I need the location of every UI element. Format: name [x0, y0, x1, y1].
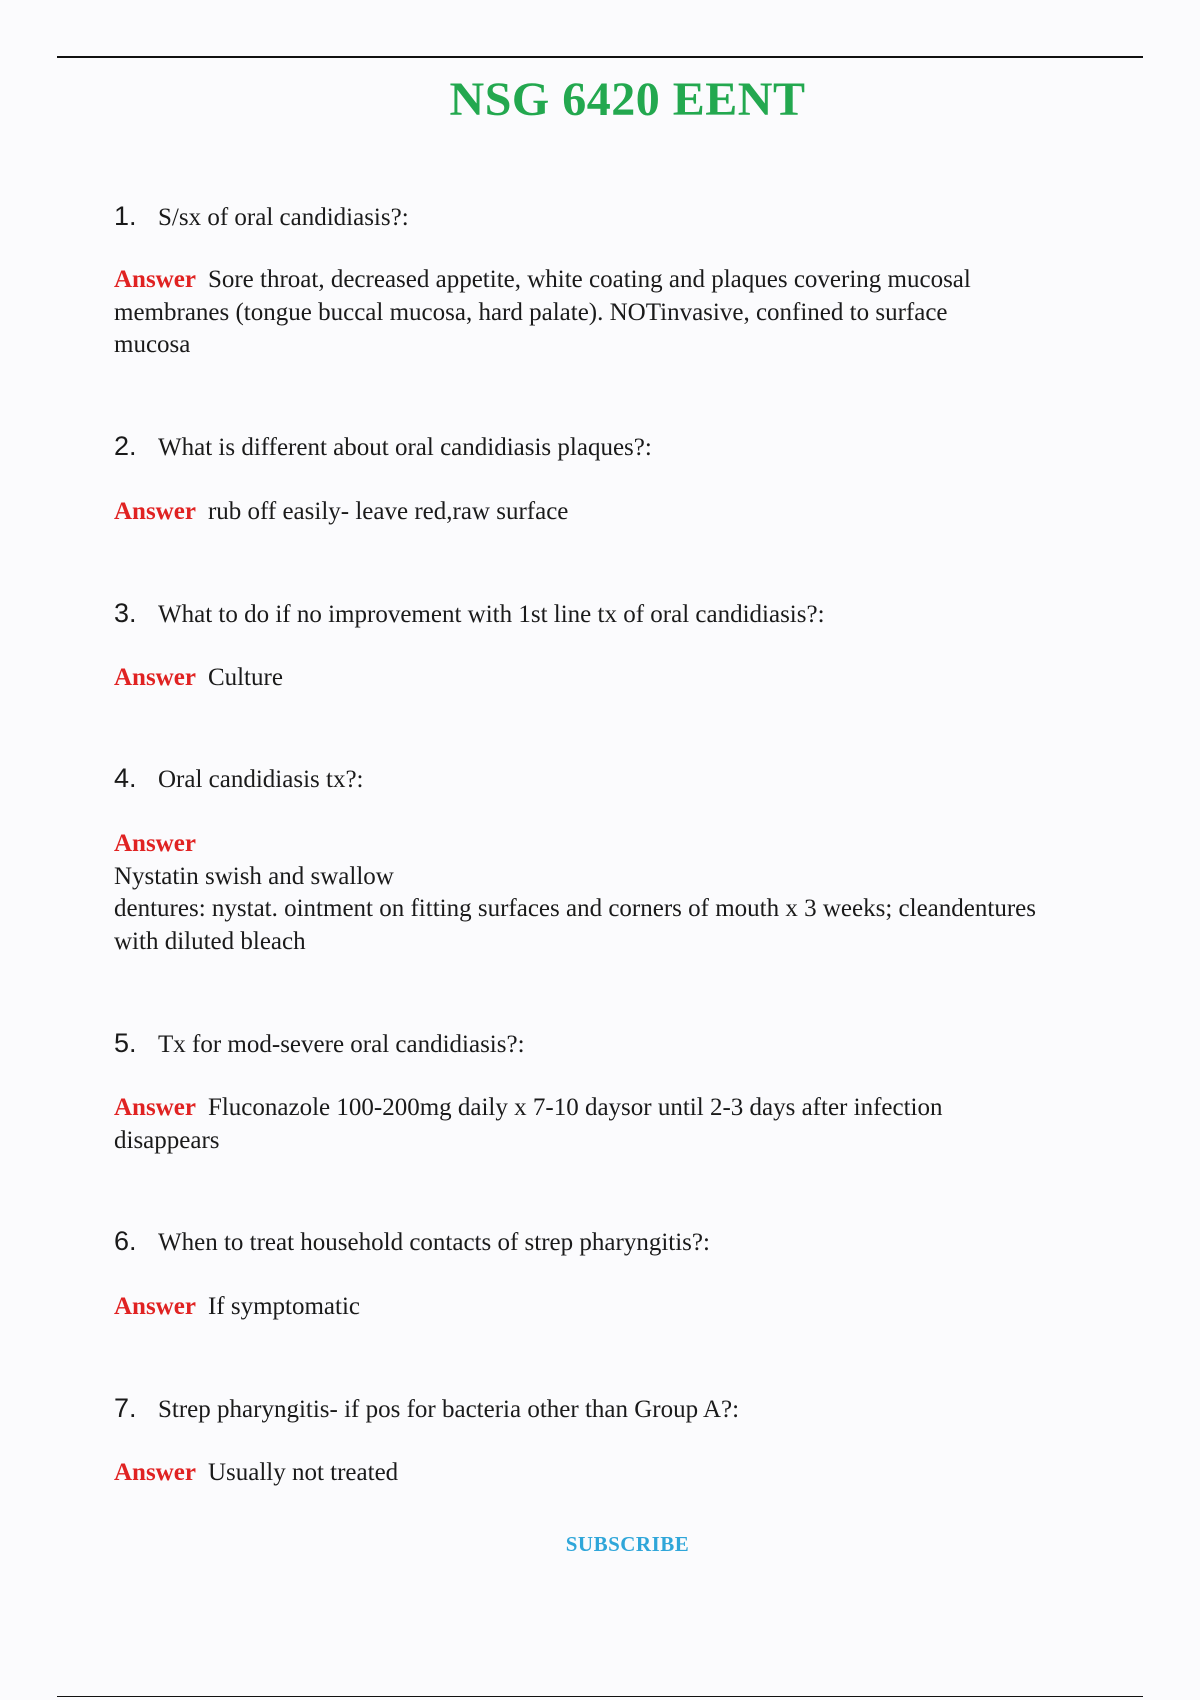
- answer-label: Answer: [114, 830, 196, 857]
- question-text: Oral candidiasis tx?:: [158, 766, 364, 793]
- answer-label: Answer: [114, 1293, 196, 1320]
- answer-line: [114, 1291, 1144, 1324]
- answer-line: [114, 496, 1144, 529]
- answer-text: rub off easily- leave red,raw surface: [207, 498, 569, 525]
- answer-label: Answer: [114, 498, 196, 525]
- question-number: 7.: [114, 1393, 137, 1423]
- answer-7: [114, 1457, 1144, 1490]
- answer-text: Sore throat, decreased appetite, white coating and plaques covering mucosal: [207, 266, 971, 293]
- question-number: 3.: [114, 598, 137, 628]
- question-number: 6.: [114, 1226, 137, 1256]
- answer-2: [114, 496, 1144, 529]
- answer-line: Nystatin swish and swallow: [114, 862, 394, 890]
- answer-line: [114, 662, 1144, 695]
- answer-line: with diluted bleach: [114, 927, 306, 955]
- answer-5: [114, 1092, 1144, 1157]
- question-number: 5.: [114, 1028, 137, 1058]
- question-number: 4.: [114, 763, 137, 793]
- question-3: [114, 597, 825, 631]
- question-number: 1.: [114, 201, 137, 231]
- question-text: When to treat household contacts of strep pharyngitis?:: [158, 1229, 710, 1256]
- answer-line: membranes (tongue buccal mucosa, hard palate). NOTinvasive, confined to surface: [114, 298, 948, 326]
- answer-4: [114, 828, 1144, 958]
- answer-1: [114, 264, 1144, 362]
- answer-line: [114, 1457, 1144, 1490]
- document-title: NSG 6420 EENT: [449, 73, 806, 126]
- question-text: S/sx of oral candidiasis?:: [158, 204, 409, 231]
- answer-label: Answer: [114, 1094, 196, 1121]
- question-1: [114, 200, 409, 234]
- answer-line: dentures: nystat. ointment on fitting surfaces and corners of mouth x 3 weeks; cleandentures: [114, 895, 1036, 922]
- bottom-rule: [57, 1696, 1143, 1697]
- answer-line: [114, 828, 1144, 861]
- question-number: 2.: [114, 431, 137, 461]
- question-6: [114, 1225, 710, 1259]
- answer-3: [114, 662, 1144, 695]
- question-text: What is different about oral candidiasis plaques?:: [158, 434, 652, 461]
- answer-label: Answer: [114, 664, 196, 691]
- question-7: [114, 1392, 739, 1426]
- question-2: [114, 430, 652, 464]
- question-text: Strep pharyngitis- if pos for bacteria other than Group A?:: [158, 1396, 740, 1423]
- answer-text: Culture: [207, 664, 283, 691]
- top-rule: [57, 56, 1143, 58]
- question-text: What to do if no improvement with 1st line tx of oral candidiasis?:: [158, 601, 825, 628]
- question-5: [114, 1027, 525, 1061]
- answer-6: [114, 1291, 1144, 1324]
- answer-line: mucosa: [114, 331, 191, 358]
- question-4: [114, 762, 364, 796]
- answer-text: If symptomatic: [207, 1293, 360, 1320]
- answer-text: Fluconazole 100-200mg daily x 7-10 daysor until 2-3 days after infection: [207, 1094, 943, 1121]
- answer-line: disappears: [114, 1126, 220, 1154]
- subscribe-link[interactable]: SUBSCRIBE: [565, 1532, 690, 1556]
- answer-label: Answer: [114, 266, 196, 293]
- answer-text: Usually not treated: [207, 1459, 399, 1486]
- answer-line: [114, 264, 1144, 297]
- answer-label: Answer: [114, 1459, 196, 1486]
- question-text: Tx for mod-severe oral candidiasis?:: [158, 1031, 525, 1058]
- answer-line: [114, 1092, 1144, 1125]
